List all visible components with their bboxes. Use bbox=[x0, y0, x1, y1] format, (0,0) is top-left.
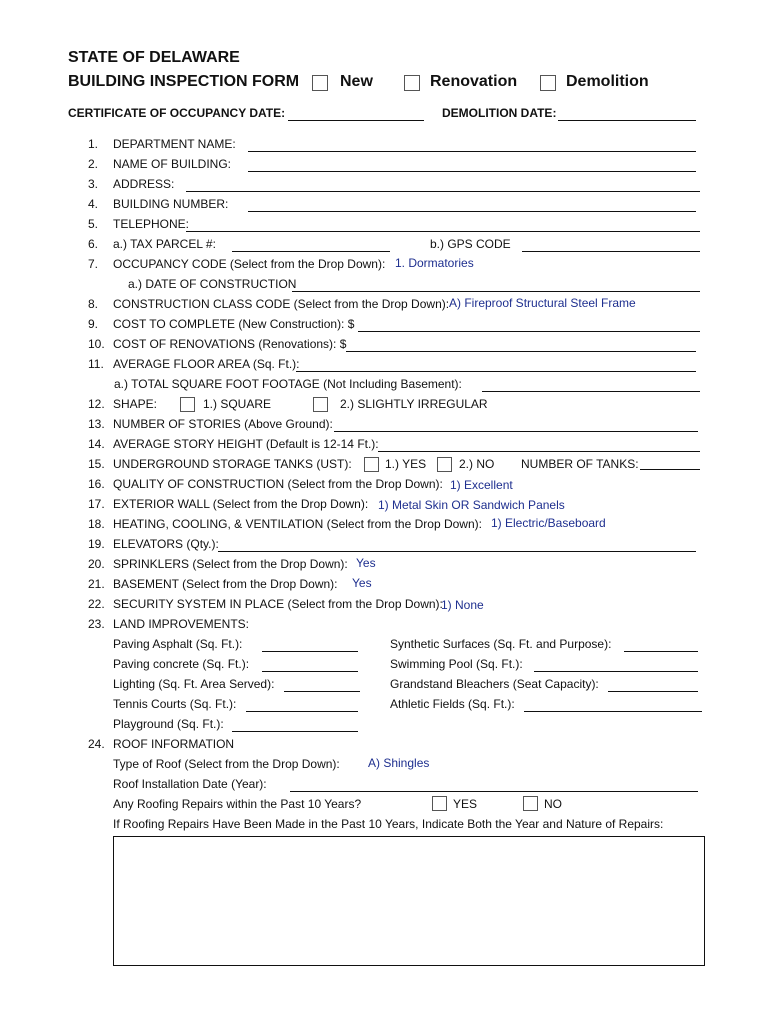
item-number: 14. bbox=[88, 437, 105, 451]
athletic-fields-field[interactable] bbox=[524, 711, 702, 712]
paving-asphalt-label: Paving Asphalt (Sq. Ft.): bbox=[113, 637, 243, 651]
square-option-label: 1.) SQUARE bbox=[203, 397, 272, 411]
repairs-details-textbox[interactable] bbox=[113, 836, 705, 966]
construction-class-label: CONSTRUCTION CLASS CODE (Select from the Drop Down): bbox=[113, 297, 450, 311]
building-name-label: NAME OF BUILDING: bbox=[113, 157, 232, 171]
square-checkbox[interactable] bbox=[180, 397, 195, 412]
item-number: 4. bbox=[88, 197, 99, 211]
roof-installation-date-label: Roof Installation Date (Year): bbox=[113, 777, 267, 791]
security-system-label: SECURITY SYSTEM IN PLACE (Select from the Drop Down): bbox=[113, 597, 443, 611]
number-of-tanks-label: NUMBER OF TANKS: bbox=[521, 457, 639, 471]
construction-class-dropdown[interactable]: A) Fireproof Structural Steel Frame bbox=[449, 296, 636, 310]
repairs-yes-checkbox[interactable] bbox=[432, 796, 447, 811]
new-label: New bbox=[340, 73, 373, 90]
demolition-date-field[interactable] bbox=[558, 120, 696, 121]
cost-to-complete-field[interactable] bbox=[358, 331, 700, 332]
roof-installation-date-field[interactable] bbox=[290, 791, 698, 792]
paving-concrete-label: Paving concrete (Sq. Ft.): bbox=[113, 657, 250, 671]
item-number: 2. bbox=[88, 157, 99, 171]
synthetic-surfaces-label: Synthetic Surfaces (Sq. Ft. and Purpose): bbox=[390, 637, 612, 651]
occupancy-code-label: OCCUPANCY CODE (Select from the Drop Down): bbox=[113, 257, 386, 271]
occupancy-code-dropdown[interactable]: 1. Dormatories bbox=[395, 256, 474, 270]
exterior-wall-label: EXTERIOR WALL (Select from the Drop Down): bbox=[113, 497, 369, 511]
roofing-repairs-question: Any Roofing Repairs within the Past 10 Years? bbox=[113, 797, 362, 811]
telephone-label: TELEPHONE: bbox=[113, 217, 190, 231]
repairs-yes-label: YES bbox=[453, 797, 478, 811]
item-number: 16. bbox=[88, 477, 105, 491]
item-number: 21. bbox=[88, 577, 105, 591]
lighting-label: Lighting (Sq. Ft. Area Served): bbox=[113, 677, 275, 691]
average-floor-area-field[interactable] bbox=[296, 371, 696, 372]
item-number: 22. bbox=[88, 597, 105, 611]
demolition-date-label: DEMOLITION DATE: bbox=[442, 106, 557, 120]
gps-code-label: b.) GPS CODE bbox=[430, 237, 511, 251]
tanks-yes-checkbox[interactable] bbox=[364, 457, 379, 472]
swimming-pool-label: Swimming Pool (Sq. Ft.): bbox=[390, 657, 523, 671]
quality-of-construction-dropdown[interactable]: 1) Excellent bbox=[450, 478, 513, 492]
item-number: 7. bbox=[88, 257, 99, 271]
renovation-label: Renovation bbox=[430, 73, 518, 90]
item-number: 13. bbox=[88, 417, 105, 431]
cert-occupancy-label: CERTIFICATE OF OCCUPANCY DATE: bbox=[68, 106, 286, 120]
land-improvements-label: LAND IMPROVEMENTS: bbox=[113, 617, 250, 631]
item-number: 15. bbox=[88, 457, 105, 471]
elevators-label: ELEVATORS (Qty.): bbox=[113, 537, 219, 551]
department-name-field[interactable] bbox=[248, 151, 696, 152]
paving-asphalt-field[interactable] bbox=[262, 651, 358, 652]
item-number: 9. bbox=[88, 317, 99, 331]
repairs-no-label: NO bbox=[544, 797, 562, 811]
item-number: 3. bbox=[88, 177, 99, 191]
slightly-irregular-option-label: 2.) SLIGHTLY IRREGULAR bbox=[340, 397, 488, 411]
state-title: STATE OF DELAWARE bbox=[68, 49, 240, 66]
item-number: 12. bbox=[88, 397, 105, 411]
item-number: 5. bbox=[88, 217, 99, 231]
building-number-field[interactable] bbox=[248, 211, 696, 212]
playground-label: Playground (Sq. Ft.): bbox=[113, 717, 224, 731]
lighting-field[interactable] bbox=[284, 691, 360, 692]
repairs-no-checkbox[interactable] bbox=[523, 796, 538, 811]
item-number: 6. bbox=[88, 237, 99, 251]
grandstand-bleachers-field[interactable] bbox=[608, 691, 698, 692]
playground-field[interactable] bbox=[232, 731, 358, 732]
item-number: 23. bbox=[88, 617, 105, 631]
item-number: 17. bbox=[88, 497, 105, 511]
demolition-label: Demolition bbox=[566, 73, 649, 90]
security-system-dropdown[interactable]: 1) None bbox=[441, 598, 484, 612]
form-title: BUILDING INSPECTION FORM bbox=[68, 73, 300, 90]
number-of-stories-field[interactable] bbox=[334, 431, 698, 432]
building-name-field[interactable] bbox=[248, 171, 696, 172]
item-number: 1. bbox=[88, 137, 99, 151]
date-of-construction-field[interactable] bbox=[292, 291, 700, 292]
item-number: 18. bbox=[88, 517, 105, 531]
address-label: ADDRESS: bbox=[113, 177, 175, 191]
item-number: 19. bbox=[88, 537, 105, 551]
new-checkbox[interactable] bbox=[312, 75, 328, 91]
tanks-no-label: 2.) NO bbox=[459, 457, 495, 471]
item-number: 20. bbox=[88, 557, 105, 571]
type-of-roof-dropdown[interactable]: A) Shingles bbox=[368, 756, 430, 770]
building-number-label: BUILDING NUMBER: bbox=[113, 197, 229, 211]
average-story-height-field[interactable] bbox=[378, 451, 700, 452]
tennis-courts-label: Tennis Courts (Sq. Ft.): bbox=[113, 697, 237, 711]
athletic-fields-label: Athletic Fields (Sq. Ft.): bbox=[390, 697, 515, 711]
demolition-checkbox[interactable] bbox=[540, 75, 556, 91]
average-story-height-label: AVERAGE STORY HEIGHT (Default is 12-14 Ft.): bbox=[113, 437, 379, 451]
department-name-label: DEPARTMENT NAME: bbox=[113, 137, 236, 151]
roof-information-label: ROOF INFORMATION bbox=[113, 737, 235, 751]
slightly-irregular-checkbox[interactable] bbox=[313, 397, 328, 412]
item-number: 8. bbox=[88, 297, 99, 311]
grandstand-bleachers-label: Grandstand Bleachers (Seat Capacity): bbox=[390, 677, 599, 691]
cert-occupancy-date-field[interactable] bbox=[288, 120, 424, 121]
cost-to-complete-label: COST TO COMPLETE (New Construction): $ bbox=[113, 317, 355, 331]
tanks-no-checkbox[interactable] bbox=[437, 457, 452, 472]
average-floor-area-label: AVERAGE FLOOR AREA (Sq. Ft.): bbox=[113, 357, 300, 371]
sprinklers-label: SPRINKLERS (Select from the Drop Down): bbox=[113, 557, 348, 571]
underground-tanks-label: UNDERGROUND STORAGE TANKS (UST): bbox=[113, 457, 352, 471]
item-number: 24. bbox=[88, 737, 105, 751]
number-of-stories-label: NUMBER OF STORIES (Above Ground): bbox=[113, 417, 333, 431]
hvac-dropdown[interactable]: 1) Electric/Baseboard bbox=[491, 516, 606, 530]
basement-label: BASEMENT (Select from the Drop Down): bbox=[113, 577, 338, 591]
swimming-pool-field[interactable] bbox=[534, 671, 698, 672]
renovation-checkbox[interactable] bbox=[404, 75, 420, 91]
repairs-details-label: If Roofing Repairs Have Been Made in the Past 10 Years, Indicate Both the Year and Nature of Repairs: bbox=[113, 817, 664, 831]
item-number: 10. bbox=[88, 337, 105, 351]
quality-of-construction-label: QUALITY OF CONSTRUCTION (Select from the Drop Down): bbox=[113, 477, 443, 491]
gps-code-field[interactable] bbox=[522, 251, 700, 252]
address-field[interactable] bbox=[186, 191, 700, 192]
tennis-courts-field[interactable] bbox=[246, 711, 358, 712]
exterior-wall-dropdown[interactable]: 1) Metal Skin OR Sandwich Panels bbox=[378, 498, 565, 512]
date-of-construction-label: a.) DATE OF CONSTRUCTION bbox=[128, 277, 297, 291]
type-of-roof-label: Type of Roof (Select from the Drop Down): bbox=[113, 757, 340, 771]
tax-parcel-label: a.) TAX PARCEL #: bbox=[113, 237, 216, 251]
shape-label: SHAPE: bbox=[113, 397, 158, 411]
hvac-label: HEATING, COOLING, & VENTILATION (Select from the Drop Down): bbox=[113, 517, 482, 531]
sprinklers-dropdown[interactable]: Yes bbox=[356, 556, 376, 570]
number-of-tanks-field[interactable] bbox=[640, 469, 700, 470]
cost-of-renovations-label: COST OF RENOVATIONS (Renovations): $ bbox=[113, 337, 347, 351]
item-number: 11. bbox=[88, 357, 104, 371]
elevators-field[interactable] bbox=[218, 551, 696, 552]
synthetic-surfaces-field[interactable] bbox=[624, 651, 698, 652]
tanks-yes-label: 1.) YES bbox=[385, 457, 427, 471]
total-square-footage-field[interactable] bbox=[482, 391, 700, 392]
telephone-field[interactable] bbox=[186, 231, 700, 232]
paving-concrete-field[interactable] bbox=[262, 671, 358, 672]
cost-of-renovations-field[interactable] bbox=[346, 351, 696, 352]
basement-dropdown[interactable]: Yes bbox=[352, 576, 372, 590]
tax-parcel-field[interactable] bbox=[232, 251, 390, 252]
total-square-footage-label: a.) TOTAL SQUARE FOOT FOOTAGE (Not Including Basement): bbox=[114, 377, 462, 391]
